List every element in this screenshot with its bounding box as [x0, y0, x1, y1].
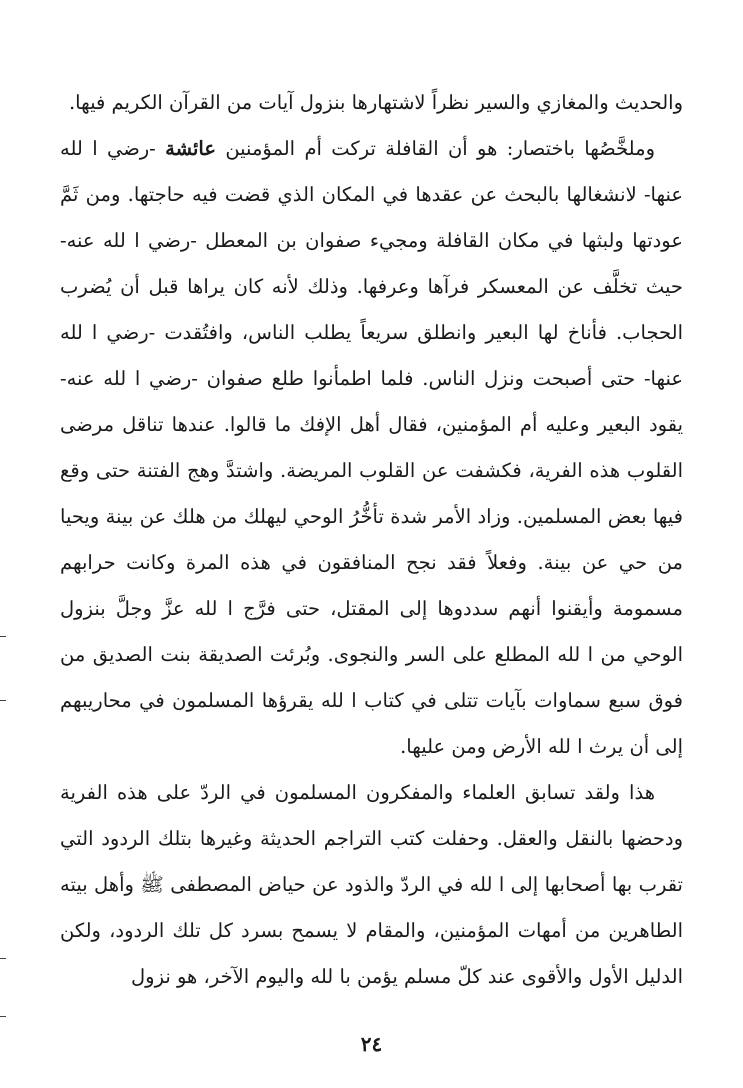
margin-tick	[0, 1016, 6, 1017]
page-number: ٢٤	[360, 1032, 383, 1056]
margin-tick	[0, 958, 6, 959]
paragraph-3-text: هذا ولقد تسابق العلماء والمفكرون المسلمون في الردّ على هذه الفرية ودحضها بالنقل والعقل. وحفلت كتب التراجم الحديثة وغيرها بتلك الردود التي تقرب بها أصحابها إلى ا لله في الردّ والذود عن حياض المصطفى ﷺ وأهل بيته الطاهرين من أمهات المؤمنين، والمقام لا يسمح بسرد كل تلك الردود، ولكن الدليل الأول والأقوى عند كلّ مسلم يؤمن با لله واليوم الآخر، هو نزول	[60, 781, 683, 988]
paragraph-2-text-start: وملخَّصُها باختصار: هو أن القافلة تركت أم المؤمنين	[215, 137, 655, 160]
body-text	[60, 80, 683, 1000]
paragraph-1-text: والحديث والمغازي والسير نظراً لاشتهارها بنزول آيات من القرآن الكريم فيها.	[68, 91, 683, 114]
margin-tick	[0, 636, 6, 637]
paragraph-2-text-end: -رضي ا لله عنها- لانشغالها بالبحث عن عقدها في المكان الذي قضت فيه حاجتها. ومن ثَمَّ عودتها ولبثها في مكان القافلة ومجيء صفوان بن المعطل -رضي ا لله عنه- حيث تخلَّف عن المعسكر فرآها وعرفها. وذلك لأنه كان يراها قبل أن يُضرب الحجاب. فأناخ لها البعير وانطلق سريعاً يطلب الناس، وافتُقدت -رضي ا لله عنها- حتى أصبحت ونزل الناس. فلما اطمأنوا طلع صفوان -رضي ا لله عنه- يقود البعير وعليه أم المؤمنين، فقال أهل الإفك ما قالوا. عندها تناقل مرضى القلوب هذه الفرية، فكشفت عن القلوب المريضة. واشتدَّ وهج الفتنة حتى وقع فيها بعض المسلمين. وزاد الأمر شدة تأخُّرُ الوحي ليهلك من هلك عن بينة ويحيا من حي عن بينة. وفعلاً فقد نجح المنافقون في هذه المرة وكانت حرابهم مسمومة وأيقنوا أنهم سددوها إلى المقتل، حتى فرَّج ا لله عزَّ وجلَّ بنزول الوحي من ا لله المطلع على السر والنجوى. وبُرئت الصديقة بنت الصديق من فوق سبع سماوات بآيات تتلى في كتاب ا لله يقرؤها المسلمون في محاريبهم إلى أن يرث ا لله الأرض ومن عليها.	[60, 137, 683, 758]
paragraph-3	[60, 770, 683, 1000]
margin-tick	[0, 700, 6, 701]
bold-name-aisha: عائشة	[165, 137, 216, 160]
paragraph-2	[60, 126, 683, 770]
paragraph-1	[60, 80, 683, 126]
